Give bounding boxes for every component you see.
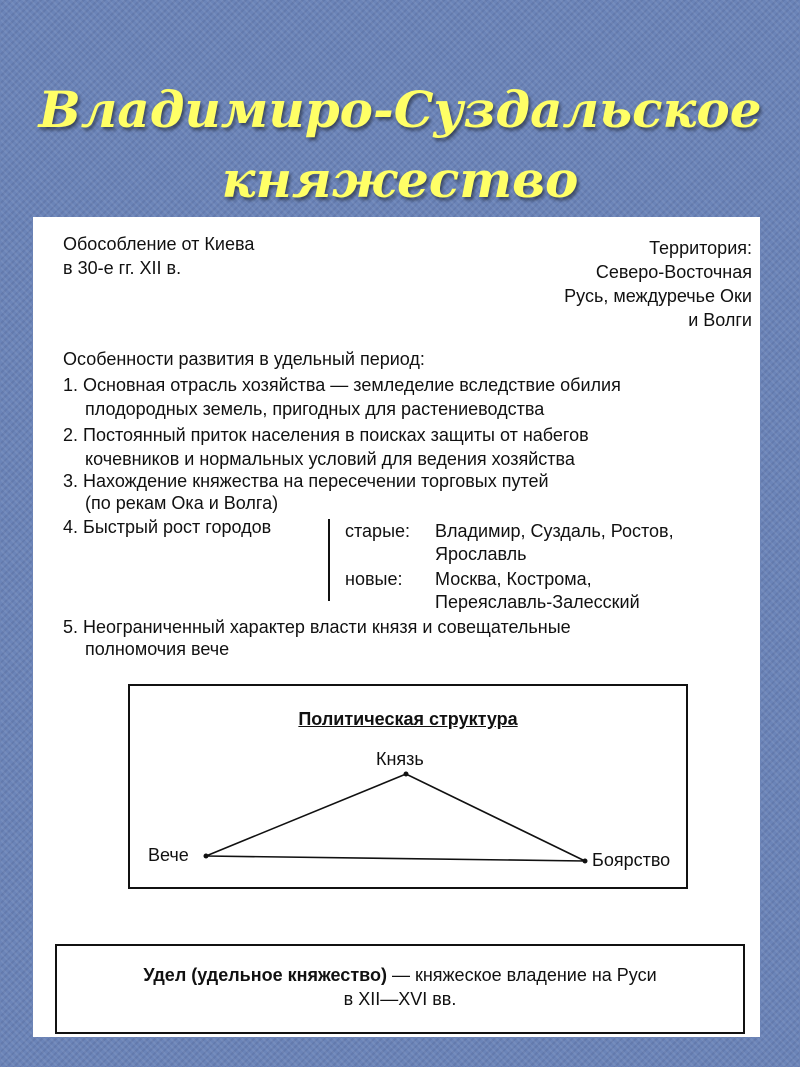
content-sheet: [33, 217, 760, 1037]
definition-rest: — княжеское владение на Руси: [386, 965, 657, 985]
feature-3-line-2: (по рекам Ока и Волга): [85, 493, 279, 513]
political-structure-box: [128, 684, 688, 889]
node-right-dot: [583, 859, 588, 864]
new-cities-line-1: Москва, Кострома,: [435, 569, 592, 589]
definition-box: [55, 944, 745, 1034]
territory-label: Территория:: [649, 238, 752, 258]
page-title-line1: Владимиро-Суздальское: [38, 80, 762, 139]
definition-line-2: в XII—XVI вв.: [343, 989, 457, 1009]
old-cities-line-1: Владимир, Суздаль, Ростов,: [435, 521, 674, 541]
feature-2-line-2: кочевников и нормальных условий для ведения хозяйства: [85, 449, 575, 469]
feature-2-line-1: 2. Постоянный приток населения в поисках защиты от набегов: [63, 425, 589, 445]
territory-line-2: Русь, междуречье Оки: [564, 286, 752, 306]
feature-1-line-2: плодородных земель, пригодных для растениеводства: [85, 399, 545, 419]
node-left-dot: [204, 854, 209, 859]
cities-bracket-line: [328, 519, 330, 601]
new-cities-line-2: Переяславль-Залесский: [435, 592, 640, 612]
page-title-line2: княжество: [221, 150, 579, 209]
separation-text-1: Обособление от Киева: [63, 234, 255, 254]
old-cities-line-2: Ярославль: [435, 544, 527, 564]
node-prince-label: Князь: [376, 749, 424, 769]
new-cities-label: новые:: [345, 569, 403, 589]
feature-5-line-1: 5. Неограниченный характер власти князя и совещательные: [63, 617, 571, 637]
node-boyars-label: Боярство: [592, 850, 671, 870]
structure-triangle: [206, 774, 585, 861]
territory-line-1: Северо-Восточная: [595, 262, 752, 282]
old-cities-label: старые:: [345, 521, 411, 541]
features-heading: Особенности развития в удельный период:: [63, 349, 425, 369]
separation-text-2: в 30-е гг. XII в.: [63, 258, 182, 278]
feature-4-label: 4. Быстрый рост городов: [63, 517, 272, 537]
political-structure-heading: Политическая структура: [298, 709, 518, 729]
definition-term: Удел (удельное княжество): [143, 965, 387, 985]
feature-3-line-1: 3. Нахождение княжества на пересечении торговых путей: [63, 471, 549, 491]
node-veche-label: Вече: [148, 845, 189, 865]
territory-line-3: и Волги: [688, 310, 752, 330]
definition-line-1: [57, 964, 743, 986]
feature-1-line-1: 1. Основная отрасль хозяйства — земледелие вследствие обилия: [63, 375, 621, 395]
node-top-dot: [404, 772, 409, 777]
feature-5-line-2: полномочия вече: [85, 639, 230, 659]
